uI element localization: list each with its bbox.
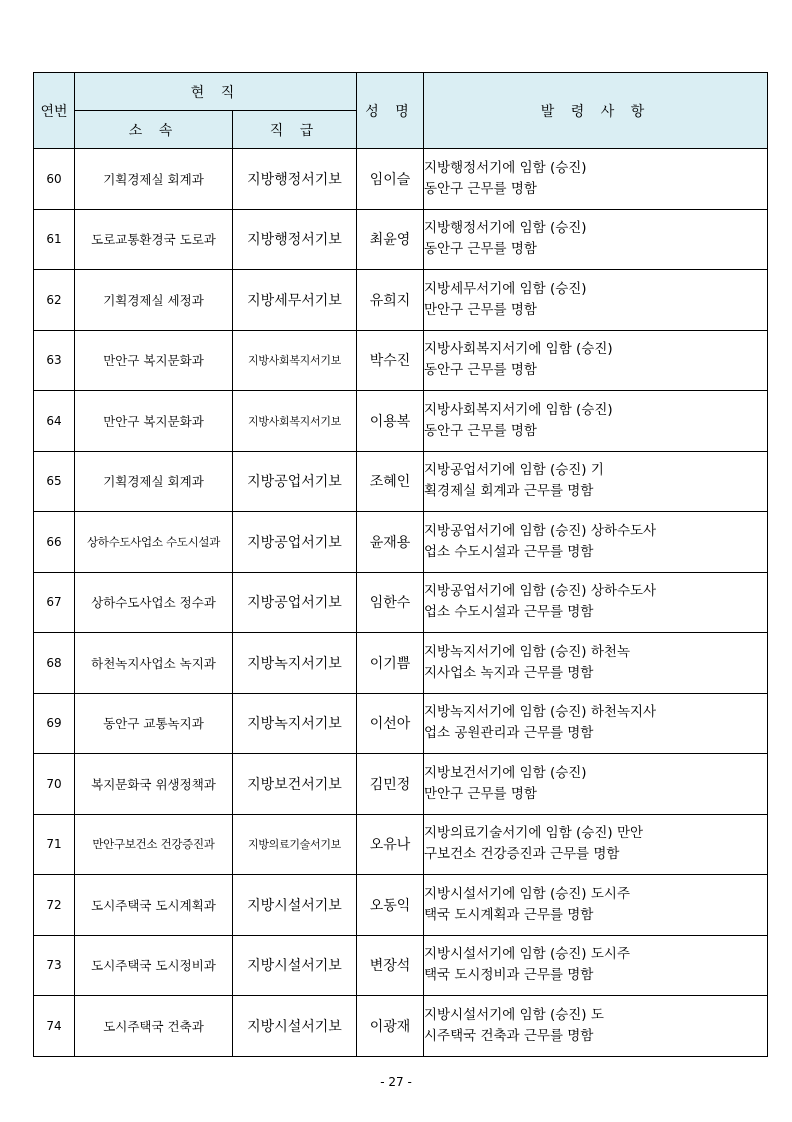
row-number: 71 <box>34 814 75 875</box>
row-number: 74 <box>34 996 75 1057</box>
order-cell <box>424 935 768 996</box>
order-cell <box>424 996 768 1057</box>
order-line: 업소 공원관리과 근무를 명함 <box>424 725 594 742</box>
row-number: 62 <box>34 270 75 331</box>
order-line: 지방세무서기에 임함 (승진) <box>424 280 587 297</box>
header-name: 성 명 <box>357 73 424 149</box>
grade-cell: 지방시설서기보 <box>233 875 357 936</box>
table-row <box>34 633 768 694</box>
name-cell: 임이슬 <box>357 149 424 210</box>
order-cell <box>424 875 768 936</box>
department-cell: 도시주택국 도시계획과 <box>75 875 233 936</box>
department-cell: 도로교통환경국 도로과 <box>75 209 233 270</box>
grade-cell: 지방행정서기보 <box>233 209 357 270</box>
department-cell: 만안구 복지문화과 <box>75 330 233 391</box>
order-cell <box>424 149 768 210</box>
name-cell: 이용복 <box>357 391 424 452</box>
header-order: 발 령 사 항 <box>424 73 768 149</box>
department-cell: 상하수도사업소 수도시설과 <box>75 512 233 573</box>
name-cell: 유희지 <box>357 270 424 331</box>
table-row <box>34 451 768 512</box>
order-line: 구보건소 건강증진과 근무를 명함 <box>424 846 620 863</box>
order-line: 획경제실 회계과 근무를 명함 <box>424 483 594 500</box>
row-number: 67 <box>34 572 75 633</box>
department-cell: 상하수도사업소 정수과 <box>75 572 233 633</box>
row-number: 64 <box>34 391 75 452</box>
order-cell <box>424 391 768 452</box>
row-number: 73 <box>34 935 75 996</box>
row-number: 63 <box>34 330 75 391</box>
order-line: 지사업소 녹지과 근무를 명함 <box>424 664 594 681</box>
department-cell: 동안구 교통녹지과 <box>75 693 233 754</box>
order-line: 업소 수도시설과 근무를 명함 <box>424 604 594 621</box>
order-line: 지방공업서기에 임함 (승진) 상하수도사 <box>424 583 657 600</box>
name-cell: 오동익 <box>357 875 424 936</box>
order-line: 시주택국 건축과 근무를 명함 <box>424 1027 594 1044</box>
order-line: 지방보건서기에 임함 (승진) <box>424 764 587 781</box>
order-line: 동안구 근무를 명함 <box>424 180 537 197</box>
row-number: 72 <box>34 875 75 936</box>
department-cell: 도시주택국 도시정비과 <box>75 935 233 996</box>
order-line: 지방시설서기에 임함 (승진) 도 <box>424 1006 604 1023</box>
table-row <box>34 149 768 210</box>
table-row <box>34 935 768 996</box>
order-cell <box>424 754 768 815</box>
grade-cell: 지방시설서기보 <box>233 935 357 996</box>
page-number: - 27 - <box>380 1075 412 1089</box>
table-row <box>34 693 768 754</box>
table-row <box>34 270 768 331</box>
table-row <box>34 209 768 270</box>
grade-cell: 지방녹지서기보 <box>233 633 357 694</box>
table-row <box>34 996 768 1057</box>
grade-cell: 지방공업서기보 <box>233 451 357 512</box>
grade-cell: 지방시설서기보 <box>233 996 357 1057</box>
table-row <box>34 572 768 633</box>
department-cell: 도시주택국 건축과 <box>75 996 233 1057</box>
table-row <box>34 512 768 573</box>
order-line: 지방공업서기에 임함 (승진) 기 <box>424 462 604 479</box>
grade-cell: 지방녹지서기보 <box>233 693 357 754</box>
department-cell: 기획경제실 회계과 <box>75 149 233 210</box>
name-cell: 이광재 <box>357 996 424 1057</box>
order-line: 동안구 근무를 명함 <box>424 362 537 379</box>
table-row <box>34 875 768 936</box>
order-line: 지방녹지서기에 임함 (승진) 하천녹 <box>424 643 630 660</box>
grade-cell: 지방공업서기보 <box>233 572 357 633</box>
name-cell: 오유나 <box>357 814 424 875</box>
row-number: 65 <box>34 451 75 512</box>
row-number: 60 <box>34 149 75 210</box>
order-line: 업소 수도시설과 근무를 명함 <box>424 543 594 560</box>
header-no: 연번 <box>34 73 75 149</box>
order-cell <box>424 814 768 875</box>
grade-cell: 지방행정서기보 <box>233 149 357 210</box>
personnel-table <box>33 72 768 1057</box>
order-line: 택국 도시정비과 근무를 명함 <box>424 967 594 984</box>
grade-cell: 지방사회복지서기보 <box>233 330 357 391</box>
header-dept: 소 속 <box>75 111 233 149</box>
order-line: 만안구 근무를 명함 <box>424 785 537 802</box>
name-cell: 최윤영 <box>357 209 424 270</box>
name-cell: 윤재용 <box>357 512 424 573</box>
order-line: 지방행정서기에 임함 (승진) <box>424 220 587 237</box>
name-cell: 조혜인 <box>357 451 424 512</box>
order-cell <box>424 451 768 512</box>
department-cell: 하천녹지사업소 녹지과 <box>75 633 233 694</box>
order-line: 지방사회복지서기에 임함 (승진) <box>424 341 613 358</box>
order-line: 지방시설서기에 임함 (승진) 도시주 <box>424 885 630 902</box>
order-cell <box>424 512 768 573</box>
table-row <box>34 391 768 452</box>
department-cell: 복지문화국 위생정책과 <box>75 754 233 815</box>
name-cell: 임한수 <box>357 572 424 633</box>
row-number: 61 <box>34 209 75 270</box>
order-line: 지방행정서기에 임함 (승진) <box>424 159 587 176</box>
name-cell: 이선아 <box>357 693 424 754</box>
order-line: 지방의료기술서기에 임함 (승진) 만안 <box>424 825 644 842</box>
row-number: 68 <box>34 633 75 694</box>
grade-cell: 지방보건서기보 <box>233 754 357 815</box>
order-line: 지방시설서기에 임함 (승진) 도시주 <box>424 946 630 963</box>
grade-cell: 지방공업서기보 <box>233 512 357 573</box>
grade-cell: 지방의료기술서기보 <box>233 814 357 875</box>
order-line: 지방공업서기에 임함 (승진) 상하수도사 <box>424 522 657 539</box>
order-line: 지방녹지서기에 임함 (승진) 하천녹지사 <box>424 704 657 721</box>
order-cell <box>424 633 768 694</box>
order-cell <box>424 330 768 391</box>
department-cell: 기획경제실 회계과 <box>75 451 233 512</box>
table-header <box>34 73 768 149</box>
department-cell: 만안구 복지문화과 <box>75 391 233 452</box>
header-grade: 직 급 <box>233 111 357 149</box>
table-row <box>34 814 768 875</box>
order-line: 만안구 근무를 명함 <box>424 301 537 318</box>
grade-cell: 지방사회복지서기보 <box>233 391 357 452</box>
order-cell <box>424 270 768 331</box>
name-cell: 박수진 <box>357 330 424 391</box>
name-cell: 이기쁨 <box>357 633 424 694</box>
order-line: 동안구 근무를 명함 <box>424 422 537 439</box>
department-cell: 만안구보건소 건강증진과 <box>75 814 233 875</box>
row-number: 70 <box>34 754 75 815</box>
table-body <box>34 149 768 1057</box>
name-cell: 김민정 <box>357 754 424 815</box>
order-cell <box>424 572 768 633</box>
order-cell <box>424 693 768 754</box>
order-line: 택국 도시계획과 근무를 명함 <box>424 906 594 923</box>
row-number: 69 <box>34 693 75 754</box>
order-line: 지방사회복지서기에 임함 (승진) <box>424 401 613 418</box>
grade-cell: 지방세무서기보 <box>233 270 357 331</box>
table-row <box>34 330 768 391</box>
order-line: 동안구 근무를 명함 <box>424 241 537 258</box>
header-current: 현 직 <box>75 73 357 111</box>
order-cell <box>424 209 768 270</box>
table-row <box>34 754 768 815</box>
name-cell: 변장석 <box>357 935 424 996</box>
row-number: 66 <box>34 512 75 573</box>
department-cell: 기획경제실 세정과 <box>75 270 233 331</box>
